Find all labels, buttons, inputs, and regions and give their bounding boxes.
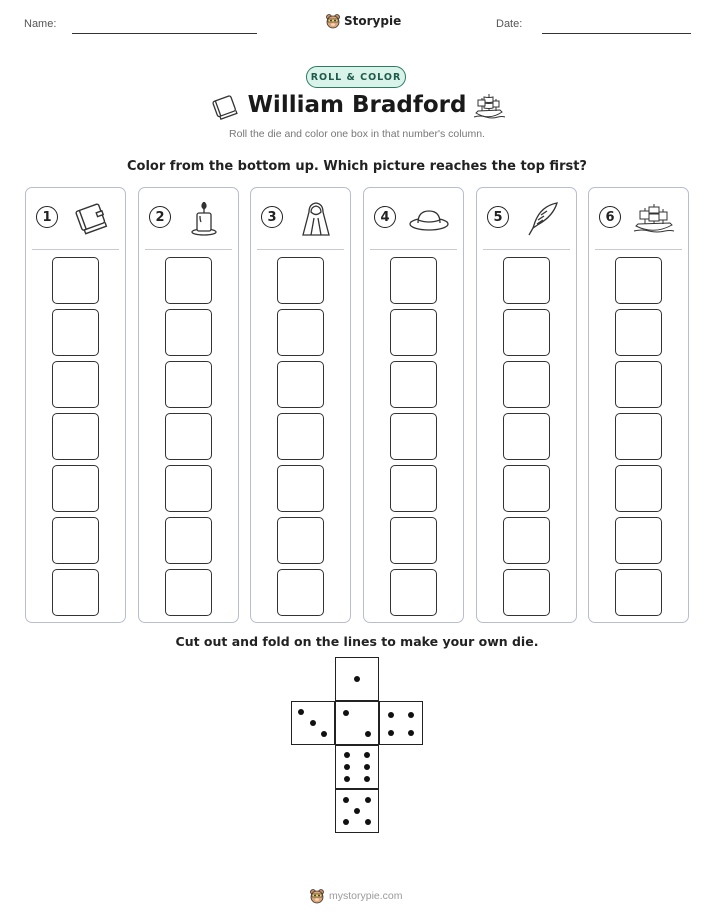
color-box[interactable] [615, 517, 662, 564]
die-face-6[interactable] [335, 745, 379, 789]
color-box[interactable] [277, 257, 324, 304]
hat-icon [408, 202, 450, 236]
pip [364, 764, 370, 770]
pip [365, 797, 371, 803]
color-box[interactable] [277, 517, 324, 564]
color-box[interactable] [390, 517, 437, 564]
color-box[interactable] [165, 257, 212, 304]
pip [364, 752, 370, 758]
die-caption: Cut out and fold on the lines to make your own die. [175, 634, 539, 649]
column-6 [588, 187, 689, 623]
color-box[interactable] [615, 309, 662, 356]
roll-and-color-badge: ROLL & COLOR [306, 66, 406, 88]
die-face-5[interactable] [335, 789, 379, 833]
column-5 [476, 187, 577, 623]
bear-mascot-icon [325, 13, 341, 29]
pip [344, 764, 350, 770]
pip [365, 731, 371, 737]
color-box[interactable] [615, 257, 662, 304]
die-face-1[interactable] [335, 657, 379, 701]
column-header [36, 202, 116, 242]
color-box[interactable] [503, 465, 550, 512]
pip [298, 709, 304, 715]
instruction-text: Color from the bottom up. Which picture reaches the top first? [127, 159, 587, 174]
color-box[interactable] [615, 465, 662, 512]
column-divider [595, 249, 682, 250]
ship-icon [472, 91, 506, 123]
color-box[interactable] [503, 257, 550, 304]
quill-icon [521, 202, 563, 236]
brand-name: Storypie [344, 14, 402, 28]
color-box[interactable] [277, 465, 324, 512]
ship-icon [633, 202, 675, 236]
pip [354, 676, 360, 682]
column-header [487, 202, 567, 242]
column-1 [25, 187, 126, 623]
column-number: 5 [487, 206, 509, 228]
color-box[interactable] [390, 569, 437, 616]
candle-icon [183, 202, 225, 236]
column-4 [363, 187, 464, 623]
pip [388, 712, 394, 718]
bear-mascot-icon [309, 888, 325, 904]
color-box[interactable] [390, 361, 437, 408]
color-box[interactable] [390, 465, 437, 512]
column-2 [138, 187, 239, 623]
color-box[interactable] [503, 309, 550, 356]
color-box[interactable] [503, 413, 550, 460]
color-box[interactable] [615, 361, 662, 408]
pip [365, 819, 371, 825]
column-header [374, 202, 454, 242]
color-box[interactable] [165, 569, 212, 616]
color-box[interactable] [390, 413, 437, 460]
column-header [149, 202, 229, 242]
color-box[interactable] [52, 569, 99, 616]
column-divider [32, 249, 119, 250]
color-box[interactable] [503, 569, 550, 616]
color-box[interactable] [52, 361, 99, 408]
column-3 [250, 187, 351, 623]
die-face-3[interactable] [291, 701, 335, 745]
pip [408, 712, 414, 718]
pip [343, 819, 349, 825]
date-label: Date: [496, 18, 523, 30]
column-number: 3 [261, 206, 283, 228]
pip [343, 710, 349, 716]
color-box[interactable] [52, 517, 99, 564]
pip [344, 776, 350, 782]
color-box[interactable] [503, 517, 550, 564]
pip [343, 797, 349, 803]
subtitle: Roll the die and color one box in that number's column. [229, 128, 485, 140]
color-box[interactable] [165, 413, 212, 460]
footer-url[interactable]: mystorypie.com [329, 890, 403, 902]
page-title: William Bradford [247, 92, 467, 118]
column-number: 6 [599, 206, 621, 228]
name-line[interactable] [72, 33, 257, 34]
color-box[interactable] [390, 309, 437, 356]
color-box[interactable] [52, 413, 99, 460]
pip [310, 720, 316, 726]
color-box[interactable] [277, 309, 324, 356]
die-face-2[interactable] [335, 701, 379, 745]
color-box[interactable] [165, 361, 212, 408]
color-box[interactable] [277, 569, 324, 616]
pip [364, 776, 370, 782]
name-label: Name: [24, 18, 57, 30]
color-box[interactable] [503, 361, 550, 408]
column-divider [370, 249, 457, 250]
color-box[interactable] [615, 569, 662, 616]
cloak-icon [295, 202, 337, 236]
color-box[interactable] [615, 413, 662, 460]
date-line[interactable] [542, 33, 691, 34]
pip [354, 808, 360, 814]
pip [344, 752, 350, 758]
color-box[interactable] [277, 361, 324, 408]
color-box[interactable] [165, 465, 212, 512]
brand-logo [325, 13, 401, 29]
column-header [261, 202, 341, 242]
color-box[interactable] [52, 257, 99, 304]
column-number: 2 [149, 206, 171, 228]
color-box[interactable] [52, 309, 99, 356]
column-number: 4 [374, 206, 396, 228]
die-face-4[interactable] [379, 701, 423, 745]
color-box[interactable] [277, 413, 324, 460]
column-header [599, 202, 679, 242]
column-divider [257, 249, 344, 250]
pip [321, 731, 327, 737]
pip [408, 730, 414, 736]
pip [388, 730, 394, 736]
color-box[interactable] [165, 517, 212, 564]
column-number: 1 [36, 206, 58, 228]
column-divider [483, 249, 570, 250]
column-divider [145, 249, 232, 250]
footer [309, 888, 403, 904]
color-box[interactable] [165, 309, 212, 356]
color-box[interactable] [52, 465, 99, 512]
book-icon [70, 202, 112, 236]
color-box[interactable] [390, 257, 437, 304]
